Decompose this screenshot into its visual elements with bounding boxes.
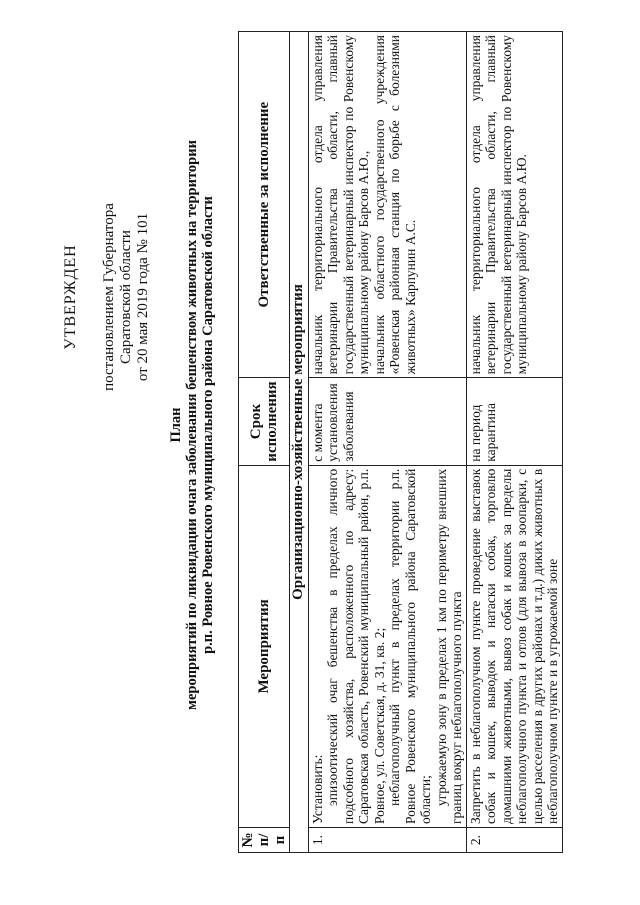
row-responsible: [466, 32, 562, 378]
section-row: [290, 32, 309, 853]
approval-line: Саратовской области: [118, 230, 134, 364]
title-line: мероприятий по ликвидации очага заболевания бешенством животных на территории: [184, 140, 200, 710]
measures-table: [238, 31, 563, 853]
row-term: на период карантина: [466, 378, 562, 465]
row-responsible: [308, 32, 466, 378]
measure-text: угрожаемую зону в пределах 1 км по периметру внешних границ вокруг неблагополучного пункта: [433, 468, 464, 825]
measure-text: эпизоотический очаг бешенства в пределах личного подсобного хозяйства, расположенного по адресу: Саратовская область, Ровенский муниципальный район, р.п. Ровное, ул. Советская, д. 31, кв. 2;: [325, 468, 387, 825]
table-row: [308, 32, 466, 853]
measure-text: Установить:: [309, 754, 325, 825]
measure-text: неблагополучный пункт в пределах территории р.п. Ровное Ровенского муниципального района Саратовской области;: [387, 468, 433, 825]
row-measures: [308, 465, 466, 827]
row-num: 1.: [308, 828, 466, 853]
responsible-text: начальник территориального отдела управления ветеринарии Правительства области, главный государственный ветеринарный инспектор по Ровенскому муниципальному району Барсов А.Ю.: [467, 35, 529, 375]
title-plan: План: [168, 407, 184, 443]
header-responsible: Ответственные за исполнение: [239, 32, 290, 378]
approval-line: от 20 мая 2019 года № 101: [135, 212, 151, 382]
header-term: Срок исполнения: [239, 378, 290, 465]
table-header-row: [239, 32, 290, 853]
row-term: с момента установления заболевания: [308, 378, 466, 465]
title-line: р.п. Ровное Ровенского муниципального района Саратовской области: [200, 196, 216, 654]
approval-block: [62, 167, 152, 427]
header-measures: Мероприятия: [239, 465, 290, 827]
document-title: [168, 45, 216, 805]
approval-line: постановлением Губернатора: [101, 203, 117, 391]
approval-heading: УТВЕРЖДЕН: [62, 244, 79, 350]
row-num: 2.: [466, 828, 562, 853]
measure-text: Запретить в неблагополучном пункте проведение выставок собак и кошек, выводок и натаски собак, торговлю домашними животными, вывоз собак и кошек за пределы неблагополучного пункта и отлов (для вывоза в зоопарки, с целью расселения в других районах и т.д.) диких животных в неблагополучном пункте и в угрожаемой зоне: [467, 468, 560, 825]
responsible-text: начальник областного государственного учреждения «Ровенская районная станция по борьбе с болезнями животных» Карпунин А.С.: [371, 35, 418, 375]
row-measures: [466, 465, 562, 827]
section-title: Организационно-хозяйственные мероприятия: [290, 32, 309, 853]
table-row: [466, 32, 562, 853]
header-num: № п/п: [239, 828, 290, 853]
responsible-text: начальник территориального отдела управления ветеринарии Правительства области, главный государственный ветеринарный инспектор по Ровенскому муниципальному району Барсов А.Ю.,: [309, 35, 371, 375]
